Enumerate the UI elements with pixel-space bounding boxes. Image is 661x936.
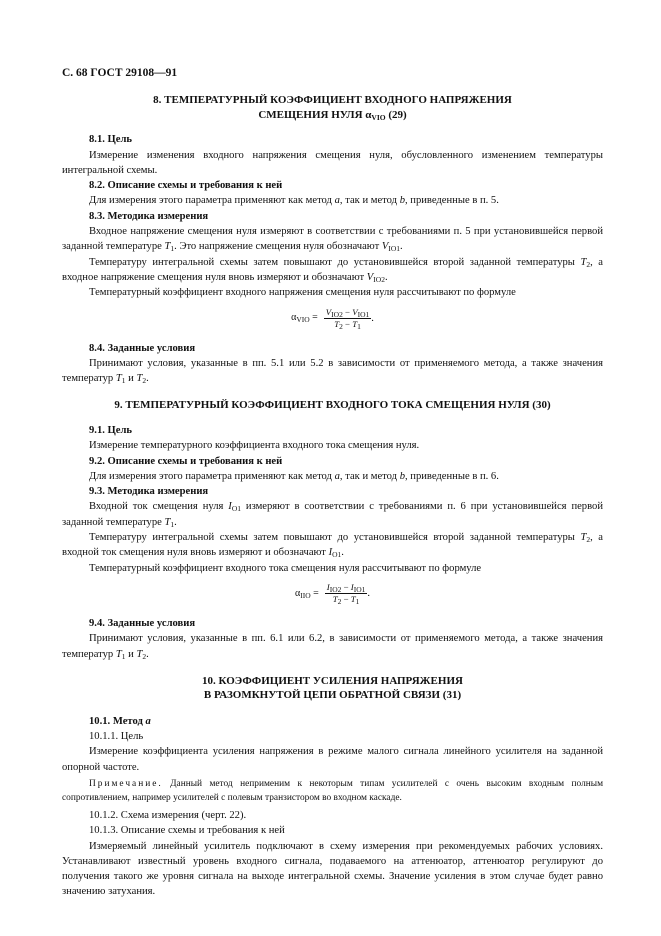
formula-numerator: $I_{IO2} - I_{IO1}$ xyxy=(326,581,366,594)
paragraph: Входной ток смещения нуля $I_{O1}$ измеряют в соответствии с требованиями п. 6 при установившейся первой заданной температуре $T_1$. xyxy=(62,501,604,529)
paragraph: Входное напряжение смещения нуля измеряют в соответствии с требованиями п. 5 при установившейся первой заданной температуре $T_1$. Это напряжение смещения нуля обозначают $V_{IO1}$. xyxy=(62,226,603,254)
section-10-title xyxy=(62,674,603,703)
heading-8-3: 8.3. Методика измерения xyxy=(89,210,209,222)
formula-lhs: $\alpha_{VIO}$ = xyxy=(291,312,318,325)
paragraph: Для измерения этого параметра применяют как метод a, так и метод b, приведенные в п. 5. xyxy=(89,195,499,207)
formula-fraction xyxy=(324,307,371,330)
paragraph: Принимают условия, указанные в пп. 5.1 или 5.2 в зависимости от применяемого метода, а также значения температур $T_1$ и $T_2$. xyxy=(62,357,603,386)
formula-denominator: $T_2 - T_1$ xyxy=(332,593,360,606)
heading-8-1: 8.1. Цель xyxy=(89,134,133,146)
section-8-title xyxy=(62,93,603,122)
paragraph: Принимают условия, указанные в пп. 6.1 или 6.2, в зависимости от применяемого метода, а также значения температур $T_1$ и $T_2$. xyxy=(62,633,603,661)
heading-9-4: 9.4. Заданные условия xyxy=(89,617,196,629)
paragraph: Температуру интегральной схемы затем повышают до установившейся второй заданной температуры $T_2$, а входной ток смещения нуля вновь измеряют и обозначают $I_{O1}$. xyxy=(62,532,603,560)
section-10-title-line1: 10. КОЭФФИЦИЕНТ УСИЛЕНИЯ НАПРЯЖЕНИЯ xyxy=(202,674,463,687)
paragraph: Измеряемый линейный усилитель подключают в схему измерения при рекомендуемых рабочих условиях. Устанавливают известный уровень входного сигнала, подаваемого на аттенюатор, аттенюатор регулируют до получения такого же уровня сигнала на выходе интегральной схемы. Значение усиления в этом случае будет равно значению затухания. xyxy=(62,840,603,898)
note-label: Примечание. xyxy=(89,779,163,789)
paragraph: Температуру интегральной схемы затем повышают до установившейся второй заданной температуры $T_2$, а входное напряжение смещения нуля вновь измеряют и обозначают $V_{IO2}$. xyxy=(62,256,603,284)
paragraph: Для измерения этого параметра применяют как метод a, так и метод b, приведенные в п. 6. xyxy=(89,470,499,482)
section-8-title-line2: СМЕЩЕНИЯ НУЛЯ $\alpha_{VIO}$ (29) xyxy=(258,108,407,122)
paragraph: Измерение изменения входного напряжения смещения нуля, обусловленного изменением температуры интегральной схемы. xyxy=(62,149,603,176)
formula-alpha-vio: $\alpha_{VIO}$ = $\frac{V_{IO2} - V_{IO1}}{T_2 - T_1}$ . xyxy=(291,306,374,331)
heading-9-2: 9.2. Описание схемы и требования к ней xyxy=(89,455,283,467)
heading-9-3: 9.3. Методика измерения xyxy=(89,486,209,498)
heading-8-2: 8.2. Описание схемы и требования к ней xyxy=(89,180,283,192)
page-header: С. 68 ГОСТ 29108—91 xyxy=(62,67,178,79)
paragraph: 10.1.2. Схема измерения (черт. 22). xyxy=(89,810,247,821)
formula-fraction xyxy=(325,582,368,605)
section-10-title-line2: В РАЗОМКНУТОЙ ЦЕПИ ОБРАТНОЙ СВЯЗИ (31) xyxy=(203,689,462,702)
paragraph: Температурный коэффициент входного напряжения смещения нуля рассчитывают по формуле xyxy=(89,287,516,299)
document-page xyxy=(62,66,603,900)
formula-numerator: $V_{IO2} - V_{IO1}$ xyxy=(325,306,370,319)
paragraph: Температурный коэффициент входного тока смещения нуля рассчитывают по формуле xyxy=(89,562,482,574)
paragraph: Измерение температурного коэффициента входного тока смещения нуля. xyxy=(89,440,420,452)
paragraph: 10.1.3. Описание схемы и требования к ней xyxy=(89,825,285,837)
formula-lhs: $\alpha_{IIO}$ = xyxy=(294,587,319,600)
paragraph: Измерение коэффициента усиления напряжения в режиме малого сигнала линейного усилителя на заданной опорной частоте. xyxy=(62,746,603,773)
heading-10-1: 10.1. Метод а xyxy=(89,715,151,727)
heading-8-4: 8.4. Заданные условия xyxy=(89,342,196,354)
section-9-title: 9. ТЕМПЕРАТУРНЫЙ КОЭФФИЦИЕНТ ВХОДНОГО ТОКА СМЕЩЕНИЯ НУЛЯ (30) xyxy=(114,399,551,412)
note: Примечание. Данный метод неприменим к некоторым типам усилителей с очень высоким входным полным сопротивлением, например усилителей с полевым транзистором во входном каскаде. xyxy=(62,779,603,803)
formula-denominator: $T_2 - T_1$ xyxy=(334,318,361,331)
paragraph: 10.1.1. Цель xyxy=(89,731,144,743)
heading-9-1: 9.1. Цель xyxy=(89,424,133,436)
section-8-title-line1: 8. ТЕМПЕРАТУРНЫЙ КОЭФФИЦИЕНТ ВХОДНОГО НАПРЯЖЕНИЯ xyxy=(153,94,512,107)
formula-alpha-iio: $\alpha_{IIO}$ = $\frac{I_{IO2} - I_{IO1}}{T_2 - T_1}$ . xyxy=(294,581,371,606)
